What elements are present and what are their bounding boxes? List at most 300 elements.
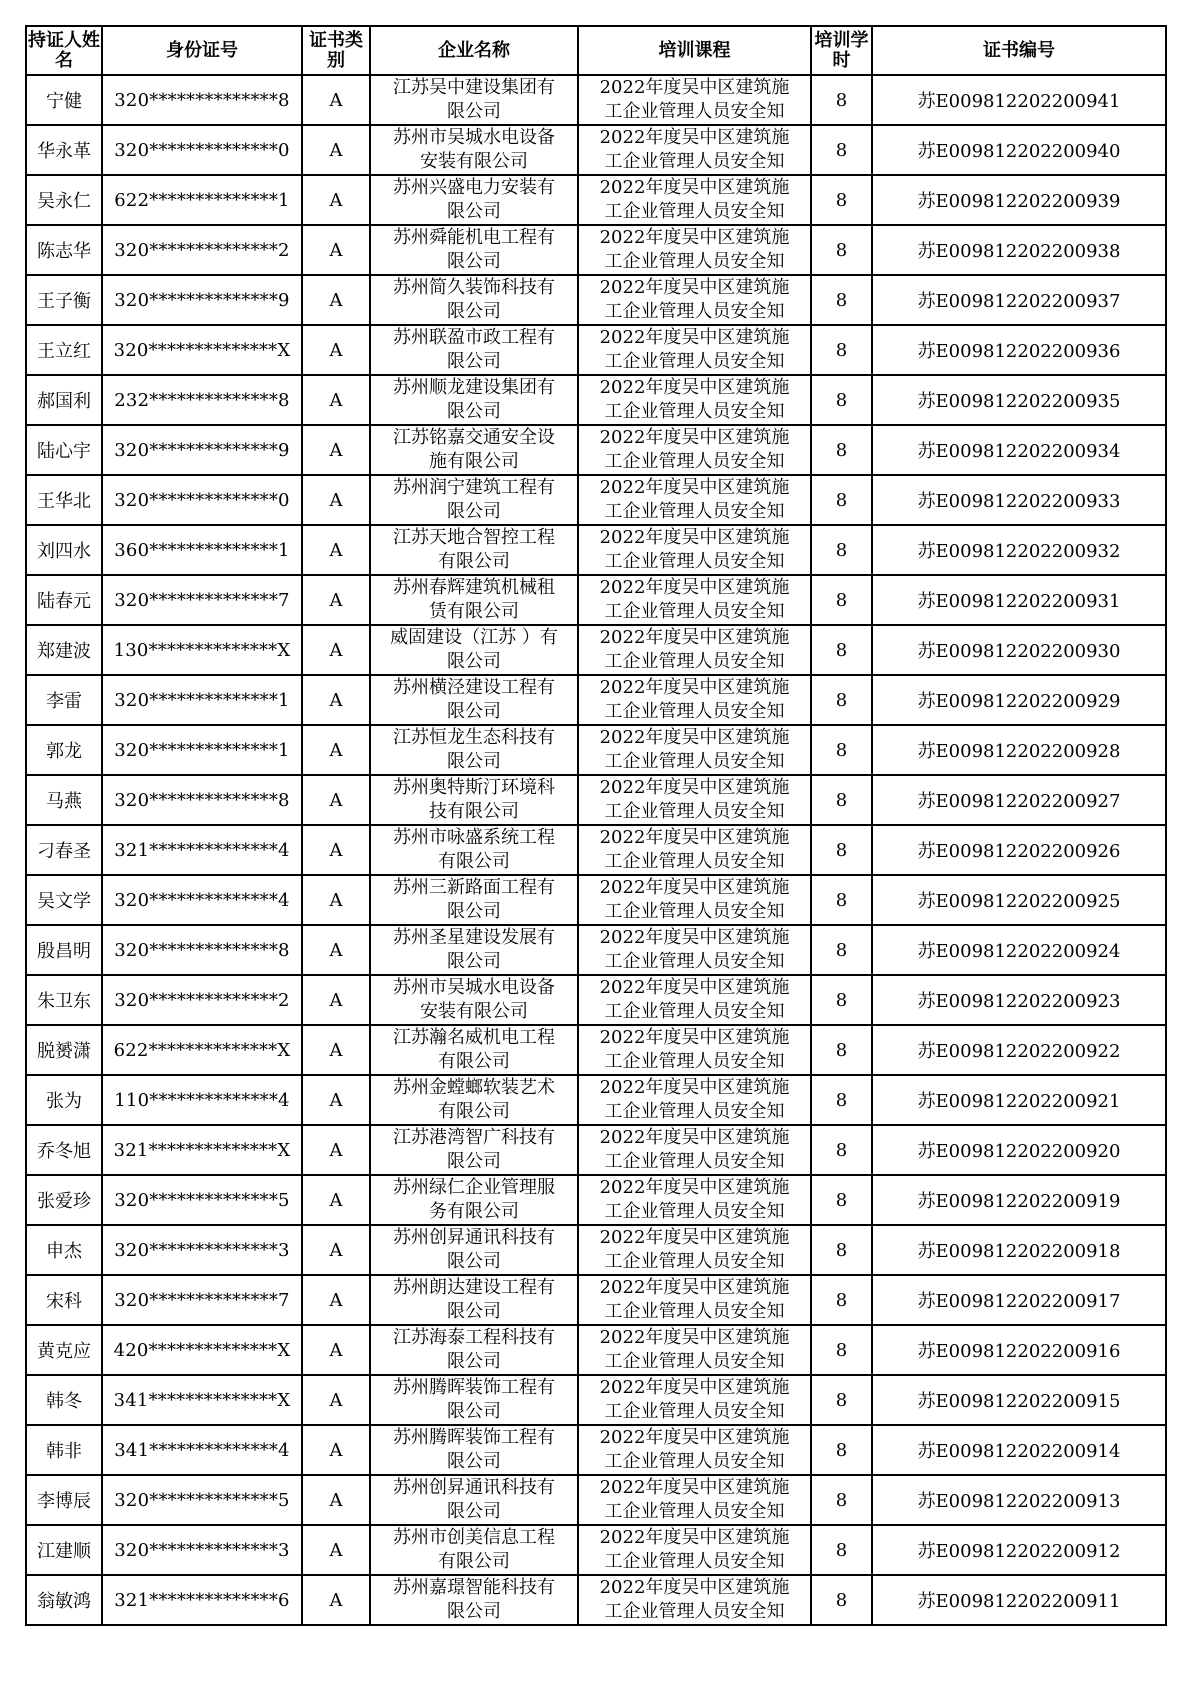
table-row <box>26 525 1166 575</box>
training-course <box>578 875 811 925</box>
holder-name: 郑建波 <box>26 625 102 675</box>
company-name-line-2: 技有限公司 <box>429 801 519 822</box>
training-course-line-2: 工企业管理人员安全知 <box>604 101 785 122</box>
cert-type: A <box>302 1075 370 1125</box>
training-course-line-2: 工企业管理人员安全知 <box>604 1401 785 1422</box>
holder-name: 刁春圣 <box>26 825 102 875</box>
cert-type: A <box>302 75 370 125</box>
holder-name: 李雷 <box>26 675 102 725</box>
table-row <box>26 1225 1166 1275</box>
holder-name: 江建顺 <box>26 1525 102 1575</box>
training-course <box>578 1125 811 1175</box>
training-course-line-1: 2022年度吴中区建筑施 <box>599 1427 790 1448</box>
company-name-line-1: 苏州春辉建筑机械租 <box>393 577 555 598</box>
cert-number: 苏E009812202200922 <box>872 1025 1166 1075</box>
company-name-line-2: 安装有限公司 <box>420 1001 528 1022</box>
training-course-line-1: 2022年度吴中区建筑施 <box>599 1577 790 1598</box>
holder-name: 黄克应 <box>26 1325 102 1375</box>
holder-name: 乔冬旭 <box>26 1125 102 1175</box>
cert-number: 苏E009812202200924 <box>872 925 1166 975</box>
id-number: 622**************1 <box>102 175 302 225</box>
id-number: 320**************9 <box>102 275 302 325</box>
cert-type: A <box>302 1125 370 1175</box>
training-course-line-1: 2022年度吴中区建筑施 <box>599 127 790 148</box>
company-name-line-1: 苏州圣星建设发展有 <box>393 927 555 948</box>
holder-name: 陈志华 <box>26 225 102 275</box>
company-name <box>370 475 578 525</box>
company-name <box>370 1475 578 1525</box>
company-name-line-1: 苏州市咏盛系统工程 <box>393 827 555 848</box>
training-course <box>578 1275 811 1325</box>
id-number: 320**************0 <box>102 125 302 175</box>
id-number: 341**************X <box>102 1375 302 1425</box>
company-name-line-1: 苏州创昇通讯科技有 <box>393 1477 555 1498</box>
training-course <box>578 675 811 725</box>
training-course <box>578 75 811 125</box>
table-row <box>26 625 1166 675</box>
cert-number: 苏E009812202200913 <box>872 1475 1166 1525</box>
training-course-line-2: 工企业管理人员安全知 <box>604 851 785 872</box>
id-number: 320**************8 <box>102 925 302 975</box>
table-row <box>26 1125 1166 1175</box>
training-course <box>578 625 811 675</box>
holder-name: 陆心宇 <box>26 425 102 475</box>
cert-type: A <box>302 525 370 575</box>
company-name-line-2: 限公司 <box>447 201 501 222</box>
company-name-line-1: 苏州朗达建设工程有 <box>393 1277 555 1298</box>
cert-number: 苏E009812202200912 <box>872 1525 1166 1575</box>
cert-type: A <box>302 1375 370 1425</box>
training-course-line-2: 工企业管理人员安全知 <box>604 1551 785 1572</box>
company-name-line-2: 务有限公司 <box>429 1201 519 1222</box>
company-name-line-2: 有限公司 <box>438 1551 510 1572</box>
table-row <box>26 1025 1166 1075</box>
training-course-line-1: 2022年度吴中区建筑施 <box>599 1277 790 1298</box>
cert-type: A <box>302 1425 370 1475</box>
table-row <box>26 1275 1166 1325</box>
training-course-line-1: 2022年度吴中区建筑施 <box>599 777 790 798</box>
company-name <box>370 325 578 375</box>
table-row <box>26 325 1166 375</box>
table-row <box>26 175 1166 225</box>
cert-number: 苏E009812202200919 <box>872 1175 1166 1225</box>
training-course <box>578 175 811 225</box>
company-name <box>370 575 578 625</box>
company-name-line-1: 苏州市吴城水电设备 <box>393 977 555 998</box>
training-course-line-1: 2022年度吴中区建筑施 <box>599 1527 790 1548</box>
training-hours: 8 <box>811 1375 872 1425</box>
training-hours: 8 <box>811 825 872 875</box>
certificate-table <box>25 25 1167 1626</box>
company-name-line-1: 苏州奥特斯汀环境科 <box>393 777 555 798</box>
cert-number: 苏E009812202200918 <box>872 1225 1166 1275</box>
holder-name: 王华北 <box>26 475 102 525</box>
company-name <box>370 1025 578 1075</box>
training-course <box>578 775 811 825</box>
training-course-line-1: 2022年度吴中区建筑施 <box>599 1127 790 1148</box>
company-name-line-2: 赁有限公司 <box>429 601 519 622</box>
training-course-line-1: 2022年度吴中区建筑施 <box>599 77 790 98</box>
company-name <box>370 275 578 325</box>
company-name-line-2: 限公司 <box>447 351 501 372</box>
training-course-line-1: 2022年度吴中区建筑施 <box>599 527 790 548</box>
holder-name: 韩冬 <box>26 1375 102 1425</box>
training-course-line-2: 工企业管理人员安全知 <box>604 251 785 272</box>
company-name-line-2: 限公司 <box>447 1601 501 1622</box>
id-number: 320**************1 <box>102 675 302 725</box>
training-course-line-2: 工企业管理人员安全知 <box>604 1251 785 1272</box>
company-name-line-1: 苏州简久装饰科技有 <box>393 277 555 298</box>
company-name-line-2: 限公司 <box>447 101 501 122</box>
table-row <box>26 75 1166 125</box>
cert-number: 苏E009812202200929 <box>872 675 1166 725</box>
company-name-line-2: 限公司 <box>447 1401 501 1422</box>
company-name <box>370 1425 578 1475</box>
company-name-line-1: 苏州嘉璟智能科技有 <box>393 1577 555 1598</box>
company-name-line-2: 限公司 <box>447 301 501 322</box>
cert-type: A <box>302 275 370 325</box>
id-number: 341**************4 <box>102 1425 302 1475</box>
training-hours: 8 <box>811 1425 872 1475</box>
training-course-line-1: 2022年度吴中区建筑施 <box>599 477 790 498</box>
company-name-line-2: 有限公司 <box>438 1051 510 1072</box>
training-course-line-1: 2022年度吴中区建筑施 <box>599 977 790 998</box>
cert-type: A <box>302 925 370 975</box>
table-row <box>26 275 1166 325</box>
cert-number: 苏E009812202200937 <box>872 275 1166 325</box>
training-course <box>578 1575 811 1625</box>
company-name-line-1: 江苏海泰工程科技有 <box>393 1327 555 1348</box>
holder-name: 郝国利 <box>26 375 102 425</box>
company-name-line-2: 有限公司 <box>438 1101 510 1122</box>
holder-name: 王立红 <box>26 325 102 375</box>
cert-type: A <box>302 325 370 375</box>
company-name-line-2: 限公司 <box>447 1301 501 1322</box>
training-course-line-1: 2022年度吴中区建筑施 <box>599 1327 790 1348</box>
header-hours: 培训学时 <box>811 26 872 75</box>
training-course-line-2: 工企业管理人员安全知 <box>604 951 785 972</box>
company-name-line-2: 限公司 <box>447 1451 501 1472</box>
holder-name: 韩非 <box>26 1425 102 1475</box>
company-name <box>370 1125 578 1175</box>
company-name <box>370 225 578 275</box>
training-hours: 8 <box>811 575 872 625</box>
id-number: 232**************8 <box>102 375 302 425</box>
id-number: 130**************X <box>102 625 302 675</box>
cert-type: A <box>302 1575 370 1625</box>
cert-type: A <box>302 1525 370 1575</box>
training-course <box>578 575 811 625</box>
cert-type: A <box>302 425 370 475</box>
training-course <box>578 375 811 425</box>
company-name-line-1: 苏州市创美信息工程 <box>393 1527 555 1548</box>
table-row <box>26 125 1166 175</box>
cert-type: A <box>302 125 370 175</box>
table-row <box>26 975 1166 1025</box>
id-number: 320**************7 <box>102 1275 302 1325</box>
training-hours: 8 <box>811 75 872 125</box>
id-number: 622**************X <box>102 1025 302 1075</box>
training-course-line-1: 2022年度吴中区建筑施 <box>599 227 790 248</box>
training-course-line-1: 2022年度吴中区建筑施 <box>599 827 790 848</box>
company-name-line-2: 限公司 <box>447 901 501 922</box>
training-course-line-1: 2022年度吴中区建筑施 <box>599 1377 790 1398</box>
holder-name: 华永革 <box>26 125 102 175</box>
cert-type: A <box>302 875 370 925</box>
training-course-line-2: 工企业管理人员安全知 <box>604 1301 785 1322</box>
training-course-line-1: 2022年度吴中区建筑施 <box>599 327 790 348</box>
company-name-line-1: 江苏港湾智广科技有 <box>393 1127 555 1148</box>
training-course-line-1: 2022年度吴中区建筑施 <box>599 1177 790 1198</box>
cert-number: 苏E009812202200923 <box>872 975 1166 1025</box>
training-course <box>578 1325 811 1375</box>
company-name-line-1: 苏州顺龙建设集团有 <box>393 377 555 398</box>
table-row <box>26 225 1166 275</box>
id-number: 320**************1 <box>102 725 302 775</box>
id-number: 320**************2 <box>102 225 302 275</box>
training-course-line-2: 工企业管理人员安全知 <box>604 1201 785 1222</box>
cert-number: 苏E009812202200925 <box>872 875 1166 925</box>
cert-number: 苏E009812202200932 <box>872 525 1166 575</box>
training-hours: 8 <box>811 1325 872 1375</box>
training-hours: 8 <box>811 1275 872 1325</box>
company-name-line-2: 有限公司 <box>438 551 510 572</box>
cert-type: A <box>302 375 370 425</box>
training-hours: 8 <box>811 1025 872 1075</box>
cert-number: 苏E009812202200939 <box>872 175 1166 225</box>
cert-number: 苏E009812202200926 <box>872 825 1166 875</box>
table-row <box>26 875 1166 925</box>
company-name <box>370 775 578 825</box>
cert-type: A <box>302 175 370 225</box>
id-number: 321**************6 <box>102 1575 302 1625</box>
training-course-line-1: 2022年度吴中区建筑施 <box>599 177 790 198</box>
company-name <box>370 175 578 225</box>
id-number: 320**************8 <box>102 775 302 825</box>
holder-name: 殷昌明 <box>26 925 102 975</box>
company-name-line-2: 限公司 <box>447 751 501 772</box>
id-number: 320**************3 <box>102 1525 302 1575</box>
cert-type: A <box>302 1325 370 1375</box>
company-name <box>370 925 578 975</box>
training-hours: 8 <box>811 725 872 775</box>
training-course-line-1: 2022年度吴中区建筑施 <box>599 577 790 598</box>
training-course-line-2: 工企业管理人员安全知 <box>604 601 785 622</box>
training-course <box>578 125 811 175</box>
training-hours: 8 <box>811 1575 872 1625</box>
id-number: 320**************X <box>102 325 302 375</box>
training-hours: 8 <box>811 425 872 475</box>
cert-number: 苏E009812202200940 <box>872 125 1166 175</box>
company-name-line-2: 限公司 <box>447 1351 501 1372</box>
training-course-line-1: 2022年度吴中区建筑施 <box>599 1027 790 1048</box>
company-name-line-1: 苏州横泾建设工程有 <box>393 677 555 698</box>
id-number: 320**************7 <box>102 575 302 625</box>
table-row <box>26 1525 1166 1575</box>
training-hours: 8 <box>811 175 872 225</box>
cert-type: A <box>302 1025 370 1075</box>
company-name-line-1: 苏州舜能机电工程有 <box>393 227 555 248</box>
table-row <box>26 425 1166 475</box>
training-course-line-1: 2022年度吴中区建筑施 <box>599 1477 790 1498</box>
cert-type: A <box>302 1475 370 1525</box>
holder-name: 宋科 <box>26 1275 102 1325</box>
header-row <box>26 26 1166 75</box>
header-course: 培训课程 <box>578 26 811 75</box>
company-name-line-2: 限公司 <box>447 501 501 522</box>
cert-number: 苏E009812202200933 <box>872 475 1166 525</box>
id-number: 320**************9 <box>102 425 302 475</box>
header-cert-number: 证书编号 <box>872 26 1166 75</box>
table-row <box>26 775 1166 825</box>
id-number: 420**************X <box>102 1325 302 1375</box>
cert-type: A <box>302 675 370 725</box>
cert-number: 苏E009812202200936 <box>872 325 1166 375</box>
cert-number: 苏E009812202200935 <box>872 375 1166 425</box>
company-name <box>370 1325 578 1375</box>
company-name-line-2: 限公司 <box>447 1151 501 1172</box>
training-course <box>578 525 811 575</box>
table-header <box>26 26 1166 75</box>
cert-type: A <box>302 725 370 775</box>
header-company: 企业名称 <box>370 26 578 75</box>
training-course <box>578 925 811 975</box>
company-name <box>370 75 578 125</box>
company-name-line-1: 苏州金螳螂软装艺术 <box>393 1077 555 1098</box>
table-body <box>26 75 1166 1625</box>
company-name <box>370 525 578 575</box>
holder-name: 马燕 <box>26 775 102 825</box>
company-name <box>370 975 578 1025</box>
training-course-line-1: 2022年度吴中区建筑施 <box>599 1227 790 1248</box>
training-course-line-2: 工企业管理人员安全知 <box>604 1351 785 1372</box>
cert-number: 苏E009812202200938 <box>872 225 1166 275</box>
table-row <box>26 1575 1166 1625</box>
training-hours: 8 <box>811 125 872 175</box>
training-hours: 8 <box>811 925 872 975</box>
holder-name: 吴永仁 <box>26 175 102 225</box>
header-cert-type: 证书类别 <box>302 26 370 75</box>
cert-number: 苏E009812202200920 <box>872 1125 1166 1175</box>
table-row <box>26 475 1166 525</box>
company-name-line-1: 苏州兴盛电力安装有 <box>393 177 555 198</box>
company-name <box>370 625 578 675</box>
training-course-line-2: 工企业管理人员安全知 <box>604 151 785 172</box>
company-name-line-2: 限公司 <box>447 651 501 672</box>
cert-number: 苏E009812202200928 <box>872 725 1166 775</box>
training-hours: 8 <box>811 375 872 425</box>
company-name <box>370 1175 578 1225</box>
id-number: 360**************1 <box>102 525 302 575</box>
company-name <box>370 875 578 925</box>
training-hours: 8 <box>811 875 872 925</box>
training-hours: 8 <box>811 1225 872 1275</box>
company-name-line-1: 苏州腾晖装饰工程有 <box>393 1427 555 1448</box>
training-course-line-2: 工企业管理人员安全知 <box>604 1151 785 1172</box>
table-row <box>26 675 1166 725</box>
company-name-line-1: 苏州三新路面工程有 <box>393 877 555 898</box>
training-hours: 8 <box>811 975 872 1025</box>
training-course-line-2: 工企业管理人员安全知 <box>604 901 785 922</box>
training-course-line-1: 2022年度吴中区建筑施 <box>599 677 790 698</box>
id-number: 110**************4 <box>102 1075 302 1125</box>
header-id-number: 身份证号 <box>102 26 302 75</box>
training-course-line-1: 2022年度吴中区建筑施 <box>599 927 790 948</box>
company-name-line-1: 江苏铭嘉交通安全设 <box>393 427 555 448</box>
cert-type: A <box>302 225 370 275</box>
company-name-line-2: 限公司 <box>447 1251 501 1272</box>
training-course-line-1: 2022年度吴中区建筑施 <box>599 377 790 398</box>
company-name <box>370 1225 578 1275</box>
cert-number: 苏E009812202200915 <box>872 1375 1166 1425</box>
training-course-line-1: 2022年度吴中区建筑施 <box>599 1077 790 1098</box>
table-row <box>26 1075 1166 1125</box>
company-name-line-1: 苏州腾晖装饰工程有 <box>393 1377 555 1398</box>
training-course-line-2: 工企业管理人员安全知 <box>604 1451 785 1472</box>
company-name-line-2: 限公司 <box>447 951 501 972</box>
cert-number: 苏E009812202200934 <box>872 425 1166 475</box>
company-name-line-1: 苏州润宁建筑工程有 <box>393 477 555 498</box>
cert-number: 苏E009812202200921 <box>872 1075 1166 1125</box>
training-hours: 8 <box>811 525 872 575</box>
training-course-line-2: 工企业管理人员安全知 <box>604 1001 785 1022</box>
training-hours: 8 <box>811 1125 872 1175</box>
training-course <box>578 825 811 875</box>
training-course <box>578 425 811 475</box>
cert-number: 苏E009812202200941 <box>872 75 1166 125</box>
training-course-line-2: 工企业管理人员安全知 <box>604 351 785 372</box>
company-name-line-2: 限公司 <box>447 1501 501 1522</box>
table-row <box>26 1175 1166 1225</box>
company-name-line-1: 苏州市吴城水电设备 <box>393 127 555 148</box>
company-name-line-2: 安装有限公司 <box>420 151 528 172</box>
training-hours: 8 <box>811 1525 872 1575</box>
training-course <box>578 1075 811 1125</box>
company-name-line-2: 限公司 <box>447 701 501 722</box>
training-hours: 8 <box>811 275 872 325</box>
company-name-line-1: 江苏天地合智控工程 <box>393 527 555 548</box>
holder-name: 宁健 <box>26 75 102 125</box>
holder-name: 王子衡 <box>26 275 102 325</box>
cert-number: 苏E009812202200911 <box>872 1575 1166 1625</box>
table-row <box>26 1325 1166 1375</box>
company-name <box>370 825 578 875</box>
training-course <box>578 475 811 525</box>
company-name-line-1: 江苏恒龙生态科技有 <box>393 727 555 748</box>
training-course <box>578 1025 811 1075</box>
table-row <box>26 925 1166 975</box>
id-number: 320**************8 <box>102 75 302 125</box>
table-row <box>26 1475 1166 1525</box>
company-name-line-1: 威固建设（江苏 ）有 <box>390 627 558 648</box>
cert-number: 苏E009812202200930 <box>872 625 1166 675</box>
training-course <box>578 725 811 775</box>
company-name <box>370 1275 578 1325</box>
company-name <box>370 725 578 775</box>
training-course <box>578 975 811 1025</box>
company-name <box>370 1525 578 1575</box>
training-course-line-2: 工企业管理人员安全知 <box>604 801 785 822</box>
company-name <box>370 425 578 475</box>
holder-name: 脱赟潇 <box>26 1025 102 1075</box>
training-course-line-2: 工企业管理人员安全知 <box>604 751 785 772</box>
company-name <box>370 1575 578 1625</box>
company-name-line-2: 限公司 <box>447 251 501 272</box>
training-course-line-1: 2022年度吴中区建筑施 <box>599 877 790 898</box>
training-course-line-1: 2022年度吴中区建筑施 <box>599 627 790 648</box>
training-course <box>578 1475 811 1525</box>
training-course-line-2: 工企业管理人员安全知 <box>604 501 785 522</box>
